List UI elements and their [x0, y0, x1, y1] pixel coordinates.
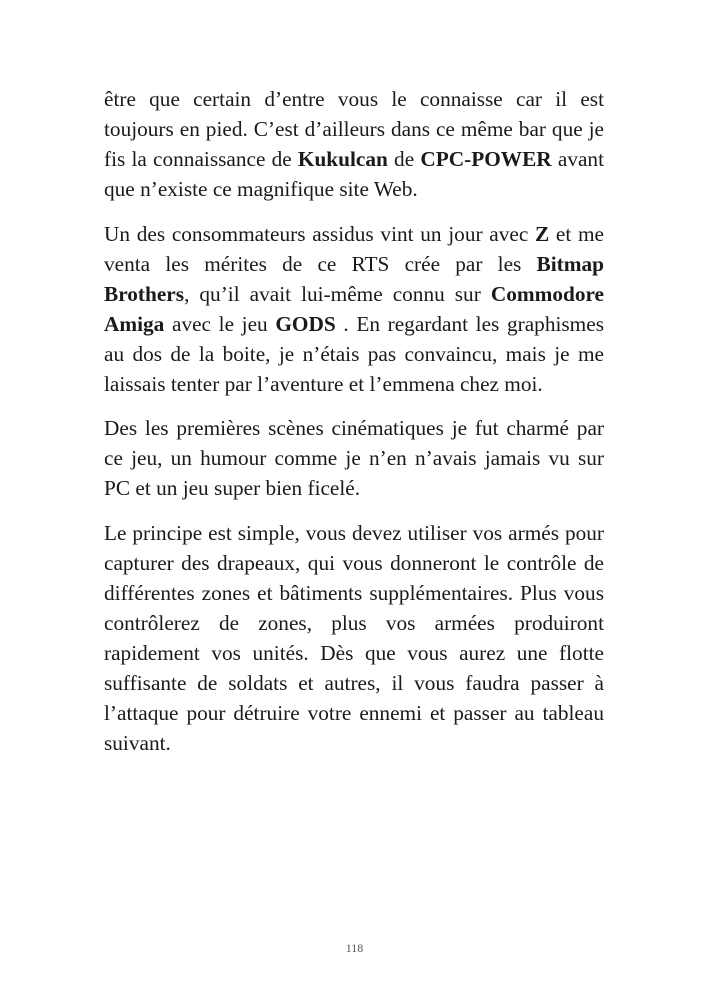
bold-term-bitmap-brothers: Bitmap Brothers — [104, 251, 604, 306]
text-segment: être que certain d’entre vous le connaisse car il est toujours en pied. C’est d’ailleurs dans ce même bar que je fis la connaissance de — [104, 87, 604, 171]
text-segment: et me venta les mérites de ce RTS crée par les — [104, 221, 604, 276]
paragraph-3 — [104, 413, 604, 503]
text-segment: de — [387, 147, 421, 171]
page-number: 118 — [345, 941, 364, 955]
bold-term-gods: GODS — [275, 311, 336, 336]
bold-term-kukulcan: Kukulcan — [297, 147, 388, 171]
paragraph-1 — [104, 84, 604, 204]
text-segment: Des les premières scènes cinématiques je fut charmé par ce jeu, un humour comme je n’en n’avais jamais vu sur PC et un jeu super bien ficelé. — [104, 416, 604, 500]
text-segment: , qu’il avait lui-même connu sur — [184, 281, 491, 306]
text-segment: Le principe est simple, vous devez utiliser vos armés pour capturer des drapeaux, qui vous donneront le contrôle de différentes zones et bâtiments supplémentaires. Plus vous contrôlerez de zones, plus vos armées produiront rapidement vos unités. Dès que vous aurez une flotte suffisante de soldats et autres, il vous faudra passer à l’attaque pour détruire votre ennemi et passer au tableau suivant. — [104, 520, 604, 755]
paragraph-4 — [104, 518, 604, 758]
paragraph-2 — [104, 219, 604, 399]
bold-term-cpc-power: CPC-POWER — [420, 147, 552, 171]
page-body — [104, 84, 604, 772]
text-segment: avec le jeu — [164, 311, 276, 336]
bold-term-commodore-amiga: Commodore Amiga — [104, 281, 604, 336]
text-segment: Un des consommateurs assidus vint un jour avec — [104, 221, 535, 246]
text-segment: . En regardant les graphismes au dos de la boite, je n’étais pas convaincu, mais je me laissais tenter par l’aventure et l’emmena chez moi. — [104, 311, 604, 396]
bold-term-z: Z — [534, 221, 550, 246]
text-segment: avant que n’existe ce magnifique site Web. — [104, 147, 604, 201]
